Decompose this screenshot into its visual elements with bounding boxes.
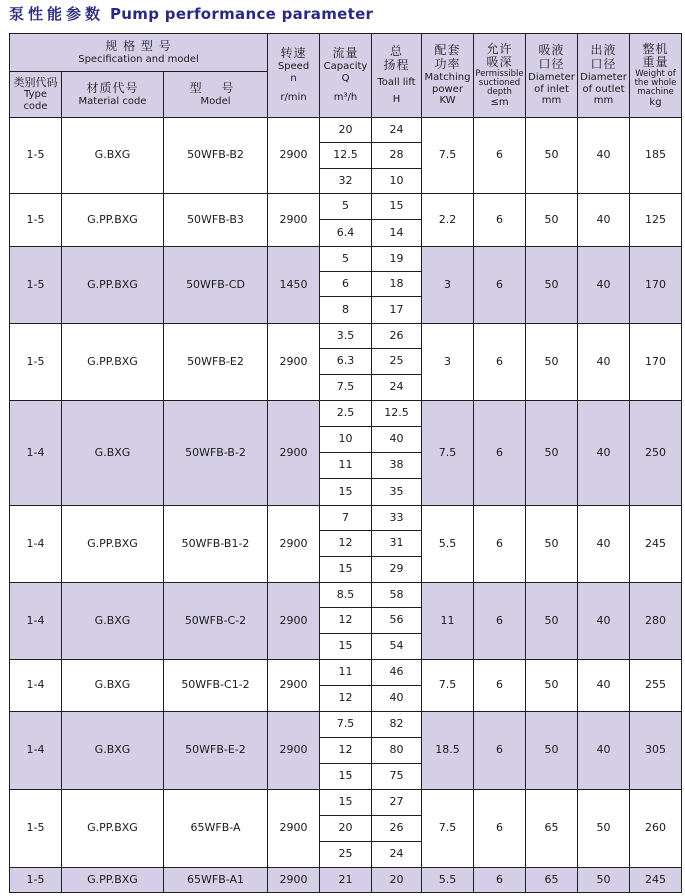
power-header-cn2: 功率: [434, 57, 461, 72]
weight-header-en2: the whole: [634, 78, 677, 89]
cell-power: 7.5: [422, 790, 474, 868]
cell-inlet: 65: [526, 790, 578, 868]
cell-power: 18.5: [422, 712, 474, 790]
cell-lift: 33: [372, 506, 422, 531]
cell-type: 1-5: [10, 118, 62, 194]
cell-material: G.PP.BXG: [62, 247, 164, 324]
cell-capacity: 5: [320, 247, 372, 272]
spec-header: [10, 34, 268, 72]
capacity-header-en2: Q: [341, 72, 350, 84]
table-row: [10, 790, 682, 816]
cell-lift: 18: [372, 272, 422, 297]
inlet-header-cn1: 吸液: [538, 43, 565, 58]
cell-lift: 28: [372, 143, 422, 169]
cell-suction: 6: [474, 790, 526, 868]
cell-material: G.BXG: [62, 660, 164, 712]
cell-power: 5.5: [422, 868, 474, 893]
cell-capacity: 12: [320, 686, 372, 712]
title-cn: 泵性能参数: [9, 5, 105, 23]
cell-weight: 245: [630, 868, 682, 893]
cell-type: 1-5: [10, 790, 62, 868]
cell-lift: 10: [372, 169, 422, 194]
cell-weight: 250: [630, 401, 682, 506]
outlet-header: [578, 34, 630, 118]
cell-inlet: 50: [526, 506, 578, 583]
cell-lift: 25: [372, 349, 422, 375]
spec-header-en: Specification and model: [78, 53, 199, 65]
type-header: [10, 72, 62, 118]
cell-outlet: 40: [578, 247, 630, 324]
type-header-cn: 类别代码: [13, 75, 58, 89]
cell-weight: 260: [630, 790, 682, 868]
cell-lift: 20: [372, 868, 422, 893]
cell-speed: 2900: [268, 401, 320, 506]
model-header-en: Model: [200, 95, 231, 107]
cell-suction: 6: [474, 194, 526, 247]
cell-inlet: 50: [526, 660, 578, 712]
cell-lift: 14: [372, 220, 422, 247]
cell-speed: 2900: [268, 712, 320, 790]
cell-capacity: 2.5: [320, 401, 372, 427]
cell-lift: 15: [372, 194, 422, 220]
cell-outlet: 50: [578, 868, 630, 893]
capacity-header-en1: Capacity: [323, 61, 368, 73]
lift-header-unit: H: [392, 94, 401, 106]
cell-lift: 82: [372, 712, 422, 738]
cell-suction: 6: [474, 868, 526, 893]
spec-header-cn: 规 格 型 号: [105, 38, 172, 53]
weight-header-cn2: 重量: [642, 55, 669, 70]
cell-lift: 24: [372, 375, 422, 401]
power-header-cn1: 配套: [434, 43, 461, 58]
cell-type: 1-5: [10, 247, 62, 324]
cell-weight: 185: [630, 118, 682, 194]
performance-table: [9, 33, 682, 893]
cell-capacity: 25: [320, 842, 372, 868]
cell-type: 1-5: [10, 194, 62, 247]
inlet-header: [526, 34, 578, 118]
cell-weight: 245: [630, 506, 682, 583]
weight-header-en1: Weight of: [635, 69, 676, 80]
cell-lift: 75: [372, 764, 422, 790]
cell-material: G.PP.BXG: [62, 790, 164, 868]
cell-lift: 29: [372, 557, 422, 583]
lift-header-cn1: 总: [389, 44, 403, 59]
cell-model: 50WFB-B2: [164, 118, 268, 194]
inlet-header-unit: mm: [541, 95, 562, 107]
cell-suction: 6: [474, 506, 526, 583]
cell-suction: 6: [474, 324, 526, 401]
cell-capacity: 6.3: [320, 349, 372, 375]
type-header-en2: code: [23, 100, 48, 112]
suction-header-cn1: 允许: [486, 41, 513, 56]
title-en: Pump performance parameter: [110, 5, 374, 23]
cell-weight: 305: [630, 712, 682, 790]
type-header-en1: Type: [24, 89, 47, 101]
cell-outlet: 40: [578, 583, 630, 660]
cell-lift: 56: [372, 608, 422, 634]
speed-header-cn: 转速: [280, 46, 307, 61]
capacity-header: [320, 34, 372, 118]
cell-capacity: 15: [320, 790, 372, 816]
outlet-header-en2: of outlet: [582, 83, 625, 95]
cell-model: 50WFB-E-2: [164, 712, 268, 790]
cell-suction: 6: [474, 247, 526, 324]
table-row: [10, 401, 682, 427]
cell-type: 1-4: [10, 712, 62, 790]
cell-lift: 17: [372, 297, 422, 324]
cell-model: 50WFB-B1-2: [164, 506, 268, 583]
cell-lift: 40: [372, 427, 422, 453]
cell-capacity: 8: [320, 297, 372, 324]
cell-capacity: 20: [320, 816, 372, 842]
cell-speed: 2900: [268, 868, 320, 893]
cell-capacity: 15: [320, 634, 372, 660]
table-row: [10, 660, 682, 686]
cell-outlet: 40: [578, 324, 630, 401]
cell-capacity: 7.5: [320, 712, 372, 738]
cell-lift: 40: [372, 686, 422, 712]
cell-capacity: 20: [320, 118, 372, 143]
cell-speed: 2900: [268, 506, 320, 583]
cell-capacity: 6.4: [320, 220, 372, 247]
power-header-en1: Matching: [424, 72, 471, 84]
table-body: [10, 118, 682, 893]
suction-header-cn2: 吸深: [486, 55, 513, 70]
inlet-header-en2: of inlet: [534, 83, 569, 95]
outlet-header-en1: Diameter: [580, 72, 627, 84]
table-row: [10, 506, 682, 531]
cell-outlet: 40: [578, 660, 630, 712]
table-header: [10, 34, 682, 118]
cell-capacity: 12: [320, 738, 372, 764]
cell-capacity: 7: [320, 506, 372, 531]
weight-header-cn1: 整机: [642, 41, 669, 56]
cell-type: 1-4: [10, 506, 62, 583]
cell-suction: 6: [474, 401, 526, 506]
cell-lift: 24: [372, 842, 422, 868]
cell-power: 3: [422, 324, 474, 401]
cell-speed: 2900: [268, 118, 320, 194]
capacity-header-cn: 流量: [332, 46, 359, 61]
cell-material: G.PP.BXG: [62, 506, 164, 583]
outlet-header-unit: mm: [593, 95, 614, 107]
inlet-header-cn2: 口径: [538, 57, 565, 72]
power-header-unit: KW: [439, 95, 456, 107]
cell-outlet: 40: [578, 401, 630, 506]
cell-lift: 24: [372, 118, 422, 143]
lift-header-cn2: 扬程: [383, 58, 410, 72]
outlet-header-cn2: 口径: [590, 57, 617, 72]
cell-model: 50WFB-CD: [164, 247, 268, 324]
cell-speed: 1450: [268, 247, 320, 324]
cell-lift: 35: [372, 479, 422, 506]
cell-capacity: 32: [320, 169, 372, 194]
cell-capacity: 15: [320, 764, 372, 790]
cell-capacity: 3.5: [320, 324, 372, 349]
cell-capacity: 7.5: [320, 375, 372, 401]
cell-model: 50WFB-E2: [164, 324, 268, 401]
speed-header-unit: r/min: [280, 92, 307, 104]
lift-header-en: Toall lift: [377, 76, 416, 88]
cell-power: 7.5: [422, 118, 474, 194]
table-row: [10, 583, 682, 608]
cell-outlet: 40: [578, 118, 630, 194]
model-header-cn: 型 号: [189, 80, 242, 95]
table-row: [10, 194, 682, 220]
cell-material: G.BXG: [62, 401, 164, 506]
cell-capacity: 15: [320, 479, 372, 506]
cell-model: 65WFB-A: [164, 790, 268, 868]
cell-material: G.PP.BXG: [62, 194, 164, 247]
cell-type: 1-4: [10, 660, 62, 712]
power-header: [422, 34, 474, 118]
table-row: [10, 247, 682, 272]
table-row: [10, 324, 682, 349]
cell-weight: 255: [630, 660, 682, 712]
cell-power: 2.2: [422, 194, 474, 247]
cell-model: 50WFB-C-2: [164, 583, 268, 660]
cell-speed: 2900: [268, 660, 320, 712]
suction-header-unit: ≤m: [490, 96, 509, 108]
suction-header-en2: suctioned: [478, 78, 521, 89]
cell-capacity: 11: [320, 453, 372, 479]
cell-lift: 19: [372, 247, 422, 272]
page-title: [9, 2, 373, 26]
cell-inlet: 50: [526, 712, 578, 790]
cell-power: 5.5: [422, 506, 474, 583]
cell-type: 1-4: [10, 401, 62, 506]
table-row: [10, 868, 682, 893]
cell-model: 50WFB-B-2: [164, 401, 268, 506]
cell-lift: 80: [372, 738, 422, 764]
cell-material: G.BXG: [62, 712, 164, 790]
cell-capacity: 12.5: [320, 143, 372, 169]
weight-header-en3: machine: [637, 87, 674, 97]
cell-capacity: 8.5: [320, 583, 372, 608]
cell-lift: 46: [372, 660, 422, 686]
cell-lift: 31: [372, 531, 422, 557]
material-header-en: Material code: [78, 95, 147, 107]
cell-power: 3: [422, 247, 474, 324]
cell-speed: 2900: [268, 324, 320, 401]
speed-header-en1: Speed: [277, 61, 310, 73]
cell-weight: 125: [630, 194, 682, 247]
cell-weight: 280: [630, 583, 682, 660]
inlet-header-en1: Diameter: [528, 72, 575, 84]
cell-model: 50WFB-C1-2: [164, 660, 268, 712]
speed-header: [268, 34, 320, 118]
cell-inlet: 50: [526, 324, 578, 401]
suction-header-en1: Permissible: [475, 69, 524, 80]
cell-type: 1-5: [10, 868, 62, 893]
material-header: [62, 72, 164, 118]
cell-outlet: 40: [578, 194, 630, 247]
cell-power: 7.5: [422, 401, 474, 506]
cell-suction: 6: [474, 118, 526, 194]
power-header-en2: power: [432, 83, 463, 95]
cell-capacity: 12: [320, 531, 372, 557]
cell-power: 7.5: [422, 660, 474, 712]
cell-capacity: 21: [320, 868, 372, 893]
cell-speed: 2900: [268, 583, 320, 660]
cell-speed: 2900: [268, 790, 320, 868]
cell-suction: 6: [474, 712, 526, 790]
weight-header: [630, 34, 682, 118]
cell-capacity: 6: [320, 272, 372, 297]
cell-capacity: 10: [320, 427, 372, 453]
cell-inlet: 50: [526, 247, 578, 324]
cell-speed: 2900: [268, 194, 320, 247]
cell-suction: 6: [474, 660, 526, 712]
cell-material: G.PP.BXG: [62, 868, 164, 893]
cell-outlet: 40: [578, 506, 630, 583]
speed-header-en2: n: [290, 72, 297, 84]
cell-weight: 170: [630, 324, 682, 401]
cell-lift: 27: [372, 790, 422, 816]
cell-inlet: 65: [526, 868, 578, 893]
cell-lift: 26: [372, 816, 422, 842]
cell-inlet: 50: [526, 194, 578, 247]
cell-model: 50WFB-B3: [164, 194, 268, 247]
cell-power: 11: [422, 583, 474, 660]
cell-material: G.PP.BXG: [62, 324, 164, 401]
cell-type: 1-4: [10, 583, 62, 660]
cell-lift: 58: [372, 583, 422, 608]
cell-inlet: 50: [526, 118, 578, 194]
cell-capacity: 15: [320, 557, 372, 583]
lift-header: [372, 34, 422, 118]
cell-material: G.BXG: [62, 118, 164, 194]
cell-capacity: 12: [320, 608, 372, 634]
cell-lift: 54: [372, 634, 422, 660]
outlet-header-cn1: 出液: [590, 43, 617, 58]
table-row: [10, 712, 682, 738]
cell-lift: 12.5: [372, 401, 422, 427]
cell-inlet: 50: [526, 401, 578, 506]
cell-capacity: 5: [320, 194, 372, 220]
cell-outlet: 40: [578, 712, 630, 790]
material-header-cn: 材质代号: [86, 80, 139, 95]
cell-lift: 26: [372, 324, 422, 349]
cell-suction: 6: [474, 583, 526, 660]
weight-header-unit: kg: [649, 96, 662, 108]
model-header: [164, 72, 268, 118]
suction-header: [474, 34, 526, 118]
cell-capacity: 11: [320, 660, 372, 686]
cell-type: 1-5: [10, 324, 62, 401]
table-row: [10, 118, 682, 143]
cell-weight: 170: [630, 247, 682, 324]
cell-lift: 38: [372, 453, 422, 479]
suction-header-en3: depth: [487, 87, 512, 97]
cell-outlet: 50: [578, 790, 630, 868]
cell-model: 65WFB-A1: [164, 868, 268, 893]
cell-inlet: 50: [526, 583, 578, 660]
cell-material: G.BXG: [62, 583, 164, 660]
capacity-header-unit: m³/h: [333, 92, 358, 104]
